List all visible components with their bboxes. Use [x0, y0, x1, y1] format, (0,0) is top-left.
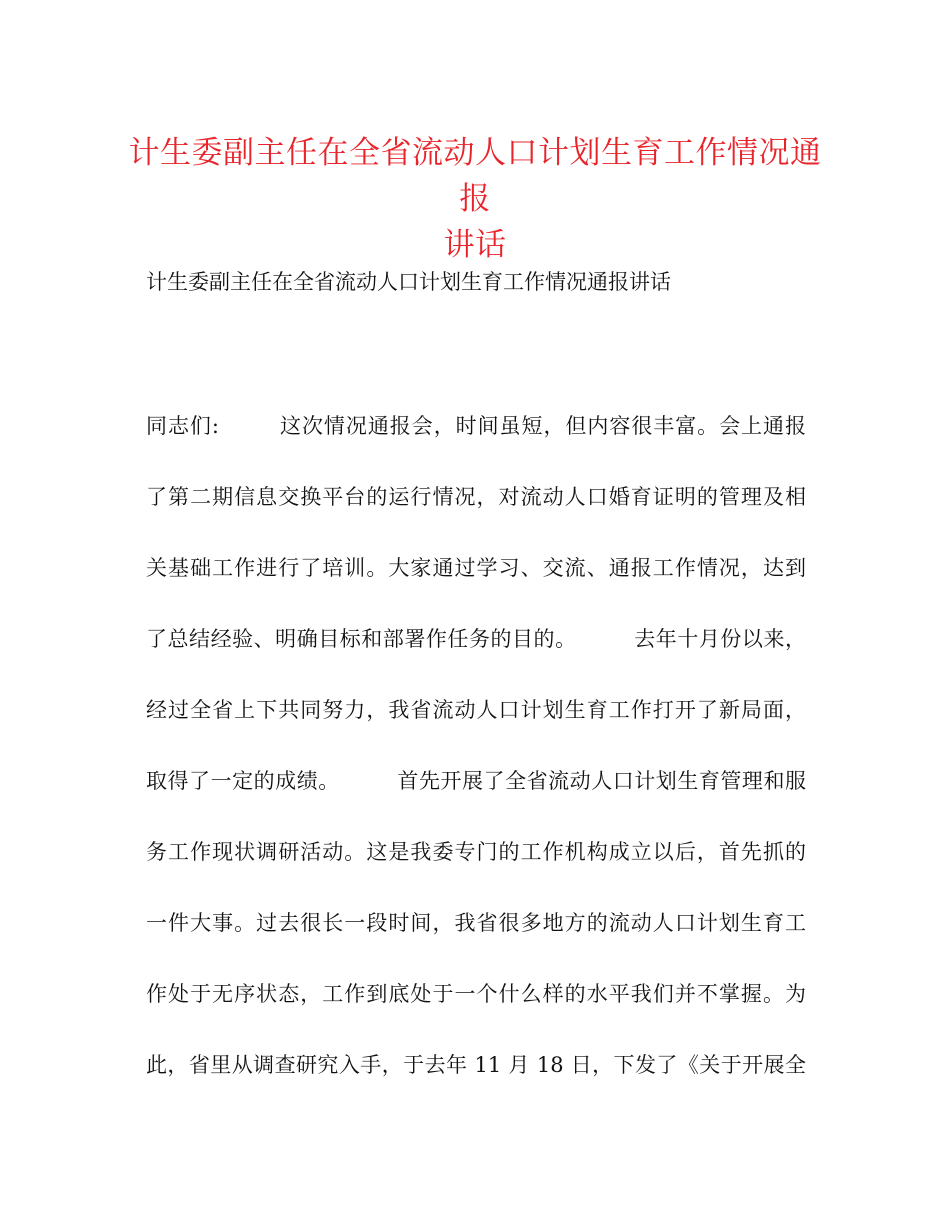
body-line: 一件大事。过去很长一段时间，我省很多地方的流动人口计划生育工 [146, 911, 806, 935]
body-line: 取得了一定的成绩。 首先开展了全省流动人口计划生育管理和服 [146, 769, 806, 793]
document-subtitle: 计生委副主任在全省流动人口计划生育工作情况通报讲话 [146, 270, 671, 294]
title-line-1: 计生委副主任在全省流动人口计划生育工作情况通报 [128, 135, 822, 217]
body-line: 同志们: 这次情况通报会，时间虽短，但内容很丰富。会上通报 [146, 414, 806, 438]
body-line: 经过全省上下共同努力，我省流动人口计划生育工作打开了新局面， [146, 698, 806, 722]
title-line-2: 讲话 [443, 227, 507, 263]
body-line: 此，省里从调查研究入手，于去年 11 月 18 日，下发了《关于开展全 [146, 1053, 806, 1077]
document-title [120, 130, 830, 268]
body-line: 作处于无序状态，工作到底处于一个什么样的水平我们并不掌握。为 [146, 982, 806, 1006]
body-line: 关基础工作进行了培训。大家通过学习、交流、通报工作情况，达到 [146, 556, 806, 580]
body-line: 务工作现状调研活动。这是我委专门的工作机构成立以后，首先抓的 [146, 840, 806, 864]
body-line: 了第二期信息交换平台的运行情况，对流动人口婚育证明的管理及相 [146, 485, 806, 509]
body-line: 了总结经验、明确目标和部署作任务的目的。 去年十月份以来， [146, 627, 806, 651]
